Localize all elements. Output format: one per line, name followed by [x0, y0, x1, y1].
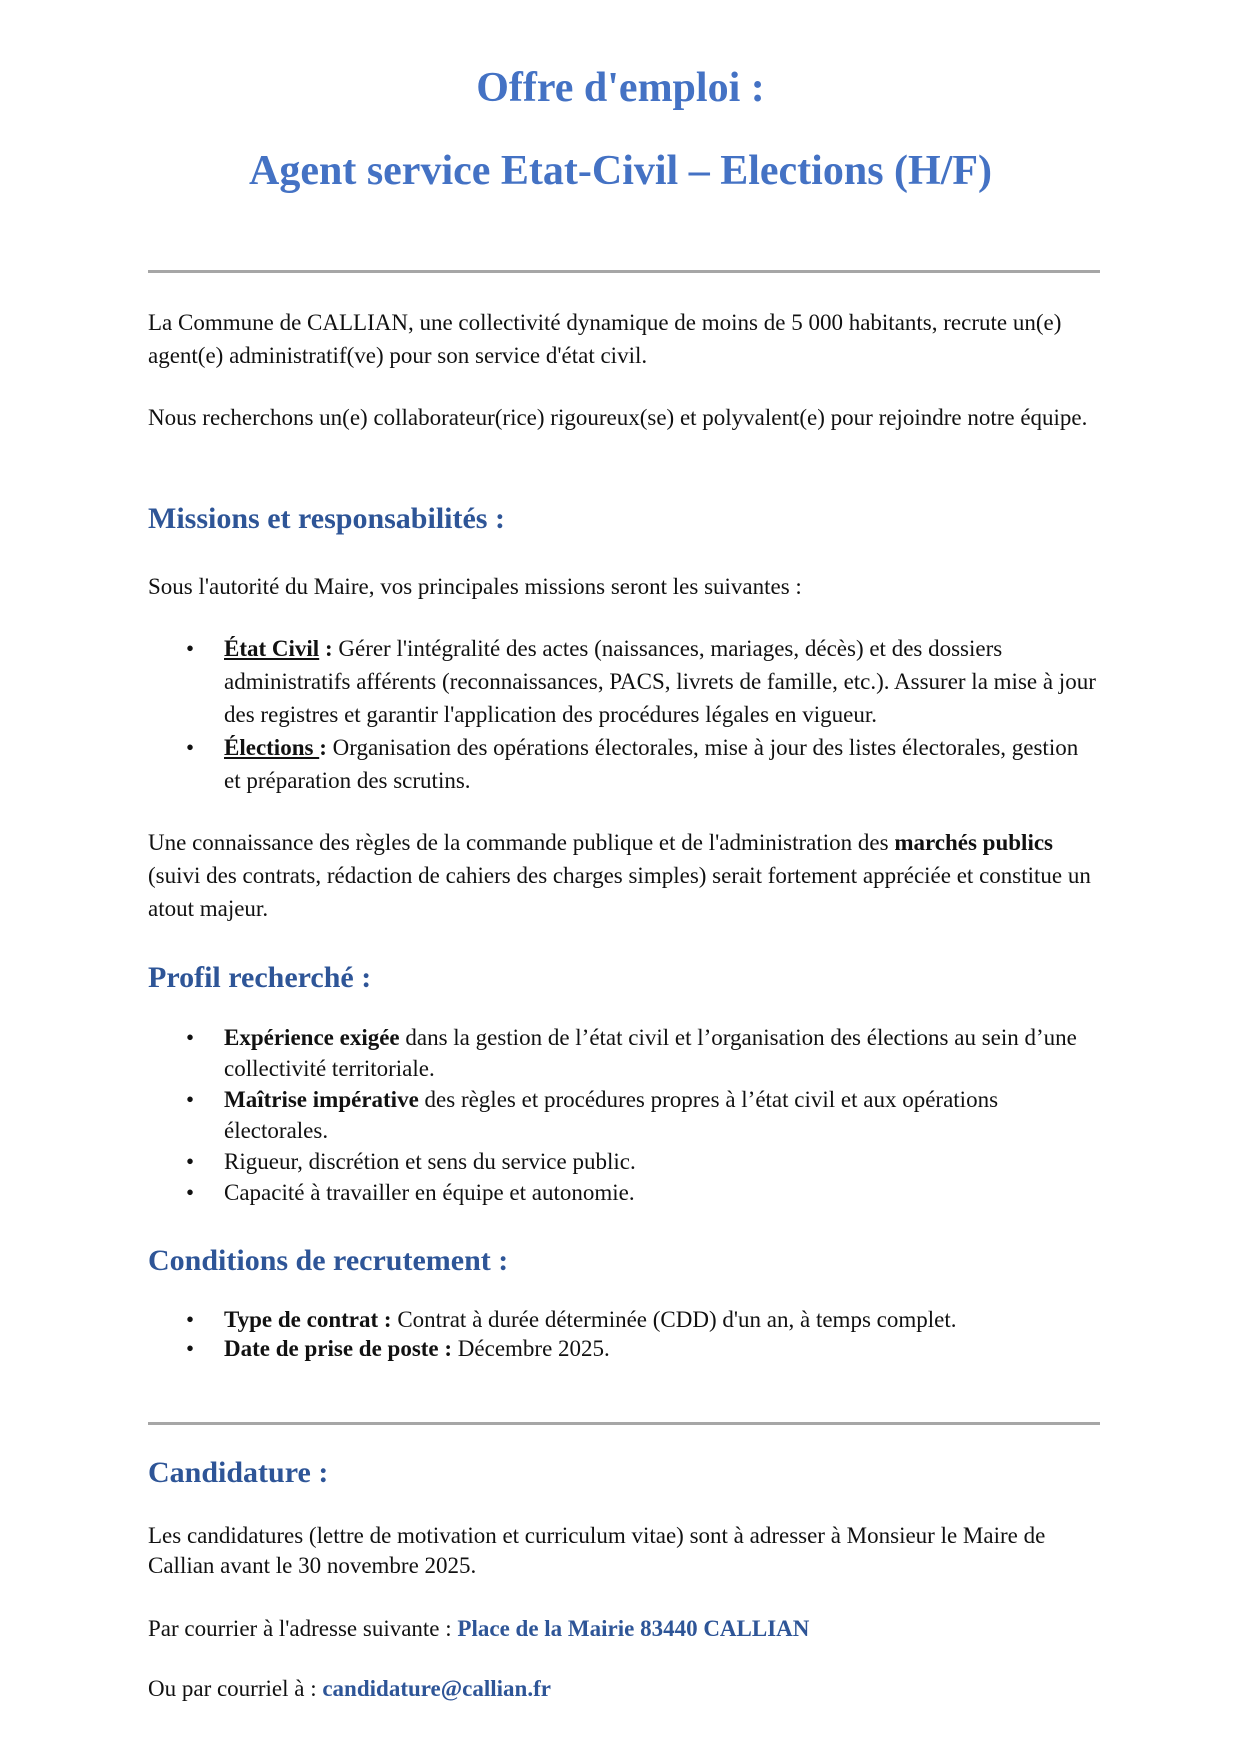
profil-lead: Maîtrise impérative [224, 1087, 419, 1112]
courrier-label: Par courrier à l'adresse suivante : [148, 1616, 458, 1641]
candidature-heading: Candidature : [148, 1456, 329, 1489]
profil-text: dans la gestion de l’état civil et l’organisation des élections au sein d’une collectivité territoriale. [224, 1025, 1077, 1081]
missions-intro: Sous l'autorité du Maire, vos principales missions seront les suivantes : [148, 574, 802, 599]
condition-text: Décembre 2025. [452, 1336, 610, 1361]
profil-lead: Expérience exigée [224, 1025, 400, 1050]
mission-label: Élections [224, 735, 320, 760]
condition-lead: Type de contrat : [224, 1307, 392, 1332]
mission-separator: : [319, 636, 339, 661]
profil-list [148, 1022, 1098, 1208]
conditions-list [148, 1305, 1098, 1363]
profil-heading: Profil recherché : [148, 961, 372, 994]
list-item [148, 1084, 1098, 1146]
list-item [148, 1022, 1098, 1084]
candidature-paragraph: Les candidatures (lettre de motivation et curriculum vitae) sont à adresser à Monsieur le Maire de Callian avant le 30 novembre 2025. [148, 1523, 1046, 1578]
list-item [148, 731, 1098, 797]
list-item [148, 1177, 1098, 1208]
condition-lead: Date de prise de poste : [224, 1336, 453, 1361]
note-text-start: Une connaissance des règles de la commande publique et de l'administration des [148, 830, 895, 855]
mission-text: Gérer l'intégralité des actes (naissances, mariages, décès) et des dossiers administratifs afférents (reconnaissances, PACS, livrets de famille, etc.). Assurer la mise à jour des registres et garantir l'application des procédures légales en vigueur. [224, 636, 1096, 727]
list-item [148, 1305, 1098, 1334]
list-item [148, 632, 1098, 731]
conditions-heading: Conditions de recrutement : [148, 1244, 509, 1277]
missions-note [148, 826, 1108, 925]
mission-separator: : [319, 735, 333, 760]
postal-address: Place de la Mairie 83440 CALLIAN [457, 1616, 810, 1641]
list-item [148, 1146, 1098, 1177]
note-bold: marchés publics [894, 830, 1053, 855]
divider-top [148, 270, 1100, 273]
missions-heading: Missions et responsabilités : [148, 502, 505, 535]
profil-text: des règles et procédures propres à l’état civil et aux opérations électorales. [224, 1087, 999, 1143]
page-subtitle: Agent service Etat-Civil – Elections (H/F) [249, 148, 992, 194]
profil-text: Capacité à travailler en équipe et autonomie. [224, 1180, 635, 1205]
page-title: Offre d'emploi : [476, 65, 765, 111]
list-item [148, 1334, 1098, 1363]
candidature-courriel [148, 1672, 1108, 1705]
divider-bottom [148, 1422, 1100, 1425]
candidature-courrier [148, 1612, 1108, 1645]
intro-paragraph-1: La Commune de CALLIAN, une collectivité dynamique de moins de 5 000 habitants, recrute un(e) agent(e) administratif(ve) pour son service d'état civil. [148, 310, 1062, 368]
mission-label: État Civil [224, 636, 320, 661]
note-text-end: (suivi des contrats, rédaction de cahiers des charges simples) serait fortement appréciée et constitue un atout majeur. [148, 863, 1091, 921]
intro-paragraph-2: Nous recherchons un(e) collaborateur(rice) rigoureux(se) et polyvalent(e) pour rejoindre notre équipe. [148, 405, 1088, 430]
condition-text: Contrat à durée déterminée (CDD) d'un an, à temps complet. [391, 1307, 957, 1332]
missions-list [148, 632, 1098, 797]
email-link[interactable]: candidature@callian.fr [322, 1676, 551, 1701]
courriel-label: Ou par courriel à : [148, 1676, 323, 1701]
profil-text: Rigueur, discrétion et sens du service public. [224, 1149, 636, 1174]
mission-text: Organisation des opérations électorales, mise à jour des listes électorales, gestion et préparation des scrutins. [224, 735, 1079, 793]
